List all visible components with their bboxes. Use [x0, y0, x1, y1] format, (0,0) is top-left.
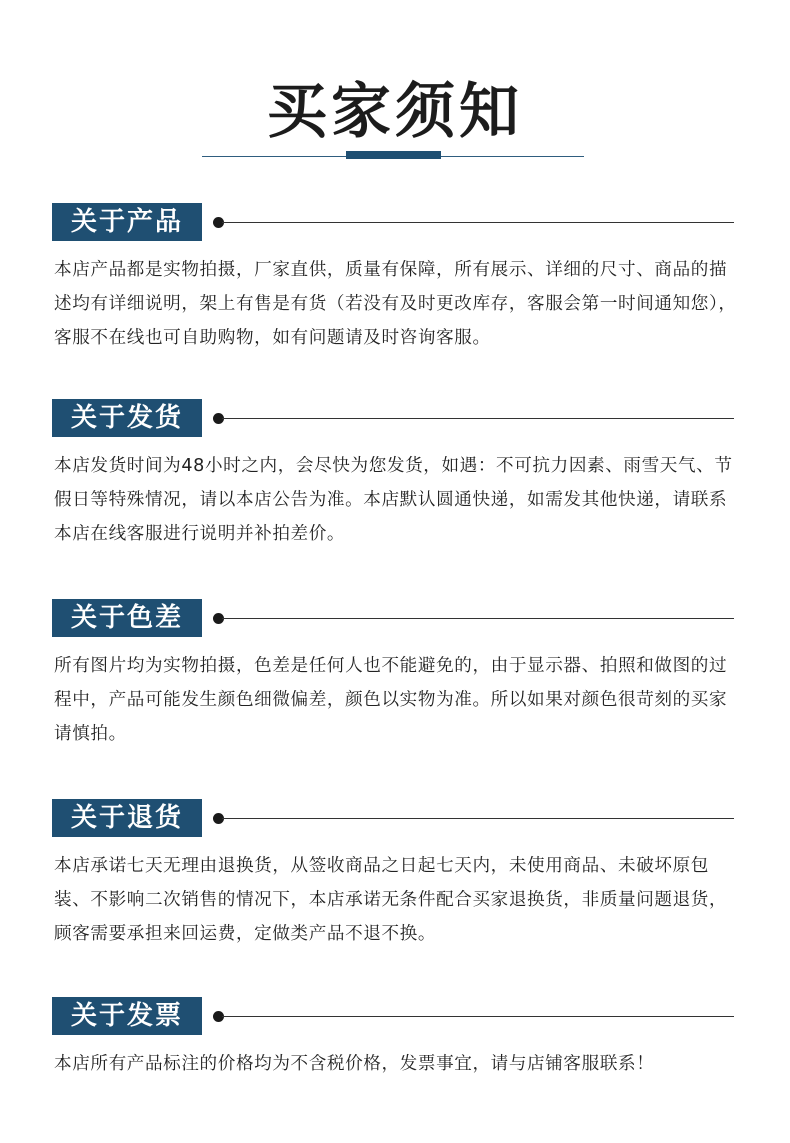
- section-divider: [222, 418, 734, 419]
- section-header: [52, 599, 734, 637]
- section-body: 所有图片均为实物拍摄，色差是任何人也不能避免的，由于显示器、拍照和做图的过程中，产品可能发生颜色细微偏差，颜色以实物为准。所以如果对颜色很苛刻的买家请慎拍。: [54, 656, 728, 744]
- section-label: 关于发货: [52, 399, 202, 437]
- section-header: [52, 997, 734, 1035]
- section-body: 本店发货时间为48小时之内，会尽快为您发货，如遇：不可抗力因素、雨雪天气、节假日等特殊情况，请以本店公告为准。本店默认圆通快递，如需发其他快递，请联系本店在线客服进行说明并补拍差价。: [54, 456, 733, 544]
- page-title: 买家须知: [267, 77, 523, 147]
- section-divider: [222, 1016, 734, 1017]
- section-divider: [222, 618, 734, 619]
- section-divider: [222, 818, 734, 819]
- section-divider: [222, 222, 734, 223]
- section-body: 本店产品都是实物拍摄，厂家直供，质量有保障，所有展示、详细的尺寸、商品的描述均有详细说明，架上有售是有货（若没有及时更改库存，客服会第一时间通知您），客服不在线也可自助购物，如有问题请及时咨询客服。: [54, 260, 737, 348]
- section-body: 本店承诺七天无理由退换货，从签收商品之日起七天内，未使用商品、未破坏原包装、不影响二次销售的情况下，本店承诺无条件配合买家退换货，非质量问题退货，顾客需要承担来回运费，定做类产品不退不换。: [54, 856, 728, 944]
- section-header: [52, 399, 734, 437]
- section-label: 关于产品: [52, 203, 202, 241]
- title-underline-accent: [346, 151, 441, 159]
- section-label: 关于退货: [52, 799, 202, 837]
- section-body: 本店所有产品标注的价格均为不含税价格，发票事宜，请与店铺客服联系！: [54, 1054, 655, 1074]
- section-header: [52, 203, 734, 241]
- section-header: [52, 799, 734, 837]
- section-label: 关于发票: [52, 997, 202, 1035]
- section-label: 关于色差: [52, 599, 202, 637]
